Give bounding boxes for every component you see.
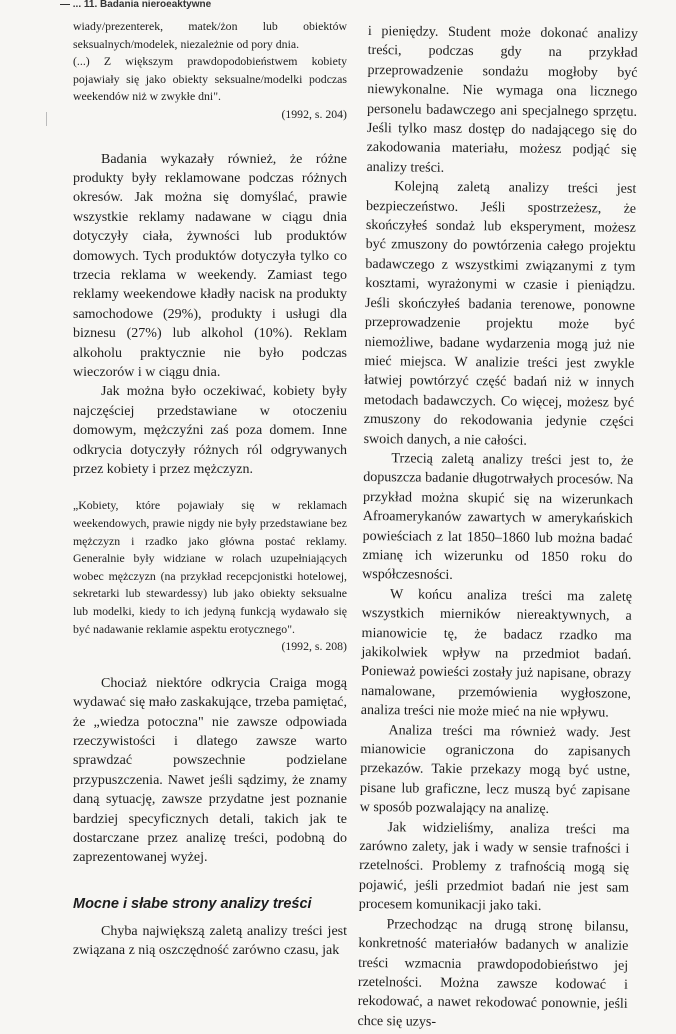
paragraph: Badania wykazały również, że różne produkty były reklamowane podczas różnych okresów. Jak można się domyślać, prawie wszystkie reklamy nadawane w ciągu dnia dotyczyły ciała, żywności lub produktów domowych. Tych produktów dotyczyła tylko co trzecia reklama w weekendy. Zamiast tego reklamy weekendowe kładły nacisk na produkty samochodowe (29%), produkty i usługi dla biznesu (27%) lub alkohol (10%). Reklam alkoholu praktycznie nie było podczas wieczorów i w ciągu dnia. [73, 151, 347, 381]
paragraph: i pieniędzy. Student może dokonać analizy treści, podczas gdy na przykład przeprowadzenie sondażu mogłoby być niewykonalne. Nie wymaga ona licznego personelu badawczego ani specjalnego sprzętu. Jeśli tylko masz dostęp do nadającego się do zakodowania materiału, możesz podjąć się analizy treści. [366, 23, 638, 176]
section-heading: Mocne i słabe strony analizy treści [73, 895, 312, 912]
paragraph: Jak można było oczekiwać, kobiety były najczęściej przedstawiane w otoczeniu domowym, mężczyźni zaś poza domem. Inne odkrycia dotyczyły różnych ról odgrywanych przez kobiety i przez mężczyzn. [73, 384, 347, 478]
paragraph: W końcu analiza treści ma zaletę wszystkich mierników niereaktywnych, a mianowicie tę, że badacz rzadko ma jakikolwiek wpływ na przedmiot badań. Ponieważ powieści zostały już napisane, obrazy namalowane, przemówienia wygłoszone, analiza treści nie może mieć na nie wpływu. [360, 587, 633, 721]
quote-2-citation: (1992, s. 208) [281, 639, 347, 654]
quote-1-part-1: wiady/prezenterek, matek/żon lub obiektów seksualnych/modelek, niezależnie od pory dnia. [73, 19, 347, 51]
paragraph: Przechodząc na drugą stronę bilansu, konkretność materiałów badanych w analizie treści wzmacnia prawdopodobieństwo jej rzetelności. Można zawsze kodować i rekodować, a nawet rekodować ponownie, jeśli chce się uzys- [357, 916, 629, 1030]
paragraph: Analiza treści ma również wady. Jest mianowicie ograniczona do zapisanych przekazów. Takie przekazy mogą być ustne, pisane lub graficzne, lecz muszą być zapisane w sposób pozwalający na analizę. [359, 722, 631, 818]
paragraph: Kolejną zaletą analizy treści jest bezpieczeństwo. Jeśli spostrzeżesz, że skończyłeś sondaż lub eksperyment, możesz być zmuszony do powtórzenia całego projektu badawczego z wszystkimi związanymi z tym kosztami, wyrażonymi w czasie i pieniądzu. Jeśli skończyłeś badania terenowe, ponowne przeprowadzenie projektu może być niemożliwe, badane wydarzenia mogą już nie mieć miejsca. W analizie treści jest zwykle łatwiej powtórzyć część badań niż w innych metodach badawczych. Co więcej, możesz być zmuszony do rekodowania jedynie części swoich danych, a nie całości. [363, 179, 637, 449]
left-column [73, 18, 347, 961]
margin-mark [46, 112, 47, 126]
running-header: — ... 11. Badania nieroeaktywne [60, 0, 212, 10]
paragraph: Trzecią zaletą analizy treści jest to, że dopuszcza badanie długotrwałych procesów. Na przykład można skupić się na wizerunkach Afroamerykanów zawartych w amerykańskich powieściach z lat 1850–1860 lub można badać zmianę ich wizerunku od 1850 roku do współczesności. [362, 451, 634, 584]
paragraph: Chyba największą zaletą analizy treści jest związana z nią oszczędność zarówno czasu, jak [73, 923, 347, 959]
quote-1-citation: (1992, s. 204) [281, 106, 347, 121]
paragraph: Jak widzieliśmy, analiza treści ma zarówno zalety, jak i wady w sensie trafności i rzetelności. Problemy z trafnością mogą się pojawić, jeśli przedmiot badań nie jest sam procesem komunikacji jako taki. [358, 819, 630, 915]
quote-2: „Kobiety, które pojawiały się w reklamach weekendowych, prawie nigdy nie były przedstawiane bez mężczyzn i rzadko jako główna postać reklamy. Generalnie były widziane w rolach uzupełniających wobec mężczyzn (na przykład recepcjonistki hotelowej, sekretarki lub stewardessy) lub jako obiekty seksualne lub modelki, kiedy to ich jedyną funkcją wydawało się być nadawanie reklamie aspektu erotycznego". [73, 498, 347, 636]
paragraph: Chociaż niektóre odkrycia Craiga mogą wydawać się mało zaskakujące, trzeba pamiętać, że „wiedza potoczna" nie zawsze odpowiada rzeczywistości i dlatego zawsze warto sprawdzać powszechnie podzielane przypuszczenia. Nawet jeśli sądzimy, że znamy daną sytuację, zawsze przydatne jest poznanie bardziej specyficznych detali, takich jak te dostarczane przez analizę treści, podobną do zaprezentowanej wyżej. [73, 675, 347, 866]
quote-1-part-2: (...) Z większym prawdopodobieństwem kobiety pojawiały się jako obiekty seksualne/modelki podczas weekendów niż w zwykłe dni". [73, 54, 347, 104]
right-column [357, 22, 638, 1034]
